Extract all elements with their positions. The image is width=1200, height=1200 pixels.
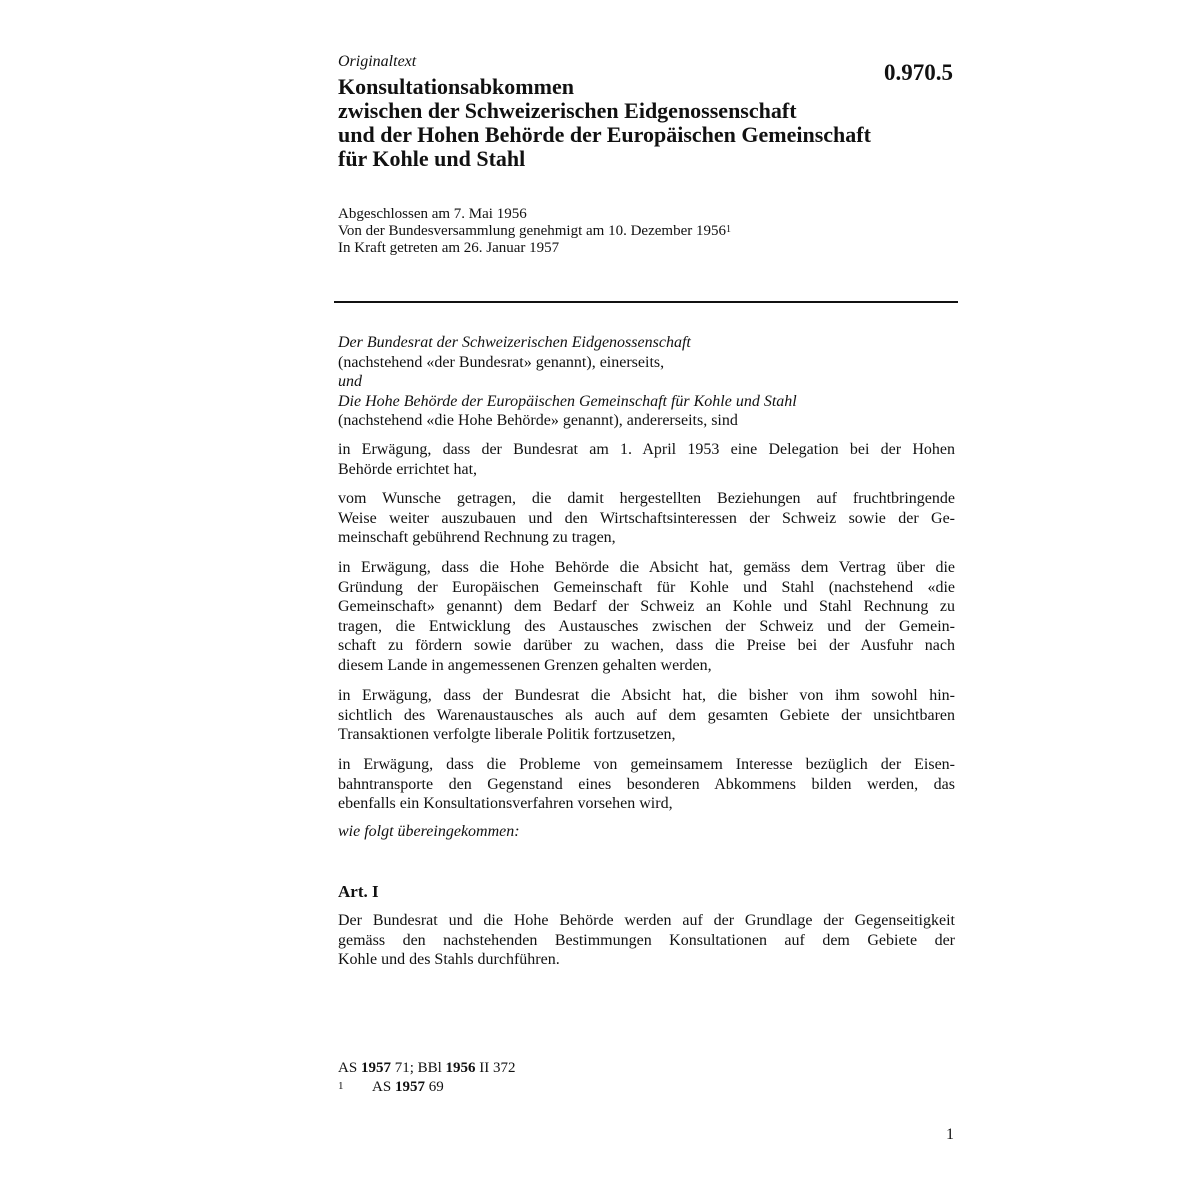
text-line: Transaktionen verfolgte liberale Politik fortzusetzen, bbox=[338, 726, 676, 744]
recital-paragraph bbox=[338, 558, 955, 676]
text-line: Behörde errichtet hat, bbox=[338, 460, 478, 478]
footnote-year: 1957 bbox=[360, 1060, 391, 1076]
text-line: Kohle und des Stahls durchführen. bbox=[338, 951, 560, 969]
text-line: schaft zu fördern sowie darüber zu wachen, dass die Preise bei der Ausfuhr nach bbox=[338, 637, 955, 655]
title-line: und der Hohen Behörde der Europäischen Gemeinschaft bbox=[338, 122, 871, 147]
recital-paragraph bbox=[338, 440, 955, 479]
text-line: gemäss den nachstehenden Bestimmungen Konsultationen auf dem Gebiete der bbox=[338, 931, 955, 949]
footnote-year: 1957 bbox=[394, 1079, 425, 1095]
article-heading: Art. I bbox=[338, 882, 379, 901]
recital-paragraph bbox=[338, 755, 955, 814]
text-line: meinschaft gebührend Rechnung zu tragen, bbox=[338, 529, 616, 547]
party-conjunction: und bbox=[338, 373, 362, 390]
text-line: tragen, die Entwicklung des Austausches zwischen der Schweiz und der Gemein- bbox=[338, 617, 955, 635]
party-2: Die Hohe Behörde der Europäischen Gemeinschaft für Kohle und Stahl bbox=[338, 392, 797, 410]
date-in-force: In Kraft getreten am 26. Januar 1957 bbox=[338, 240, 560, 256]
page-number: 1 bbox=[946, 1126, 954, 1143]
title-line: zwischen der Schweizerischen Eidgenossenschaft bbox=[338, 98, 797, 123]
footnote-year: 1956 bbox=[445, 1060, 476, 1076]
parties-block bbox=[338, 333, 958, 431]
date-concluded: Abgeschlossen am 7. Mai 1956 bbox=[338, 206, 527, 222]
text-line: bahntransporte den Gegenstand eines besonderen Abkommens bilden werden, das bbox=[338, 775, 955, 793]
text-line: sichtlich des Warenaustausches als auch auf dem gesamten Gebiete der unsichtbaren bbox=[338, 706, 955, 724]
document-number: 0.970.5 bbox=[884, 60, 953, 85]
party-1-note: (nachstehend «der Bundesrat» genannt), einerseits, bbox=[338, 353, 665, 371]
label-originaltext: Originaltext bbox=[338, 53, 417, 70]
footnote-number: 1 bbox=[338, 1080, 344, 1092]
text-line: diesem Lande in angemessenen Grenzen gehalten werden, bbox=[338, 656, 712, 674]
text-line: in Erwägung, dass der Bundesrat die Absicht hat, die bisher von ihm sowohl hin- bbox=[338, 687, 955, 704]
footnote-text: 69 bbox=[424, 1079, 444, 1095]
text-line: ebenfalls ein Konsultationsverfahren vorsehen wird, bbox=[338, 795, 673, 813]
horizontal-rule bbox=[334, 301, 958, 303]
party-1: Der Bundesrat der Schweizerischen Eidgenossenschaft bbox=[338, 334, 691, 351]
date-approved-text: Von der Bundesversammlung genehmigt am 10. Dezember 1956 bbox=[338, 223, 726, 239]
title-line: für Kohle und Stahl bbox=[338, 146, 526, 171]
recital-paragraph bbox=[338, 489, 955, 548]
text-line: in Erwägung, dass der Bundesrat am 1. April 1953 eine Delegation bei der Hohen bbox=[338, 441, 955, 458]
text-line: Gemeinschaft» genannt) dem Bedarf der Schweiz an Kohle und Stahl Rechnung zu bbox=[338, 598, 955, 616]
footnote-source bbox=[338, 1059, 516, 1078]
text-line: Der Bundesrat und die Hohe Behörde werden auf der Grundlage der Gegenseitigkeit bbox=[338, 912, 955, 929]
footnote-text: II 372 bbox=[475, 1060, 516, 1076]
party-2-note: (nachstehend «die Hohe Behörde» genannt), andererseits, sind bbox=[338, 412, 738, 429]
footnote-ref: 1 bbox=[725, 224, 731, 235]
recital-closing: wie folgt übereingekommen: bbox=[338, 823, 520, 840]
title-line: Konsultationsabkommen bbox=[338, 74, 574, 99]
footnotes bbox=[338, 1059, 516, 1097]
recital-paragraph bbox=[338, 686, 955, 745]
text-line: Gründung der Europäischen Gemeinschaft für Kohle und Stahl (nachstehend «die bbox=[338, 578, 955, 596]
article-body bbox=[338, 911, 955, 970]
footnote-text: AS bbox=[372, 1079, 395, 1095]
footnote-text: 71; BBl bbox=[390, 1060, 446, 1076]
footnote-1 bbox=[338, 1078, 516, 1097]
text-line: vom Wunsche getragen, die damit hergestellten Beziehungen auf fruchtbringende bbox=[338, 490, 955, 507]
document-title bbox=[338, 75, 958, 171]
text-line: Weise weiter auszubauen und den Wirtschaftsinteressen der Schweiz sowie der Ge- bbox=[338, 509, 955, 527]
date-approved bbox=[338, 223, 731, 240]
footnote-text: AS bbox=[338, 1060, 361, 1076]
text-line: in Erwägung, dass die Hohe Behörde die Absicht hat, gemäss dem Vertrag über die bbox=[338, 559, 955, 576]
text-line: in Erwägung, dass die Probleme von gemeinsamem Interesse bezüglich der Eisen- bbox=[338, 756, 955, 773]
date-block bbox=[338, 206, 731, 257]
